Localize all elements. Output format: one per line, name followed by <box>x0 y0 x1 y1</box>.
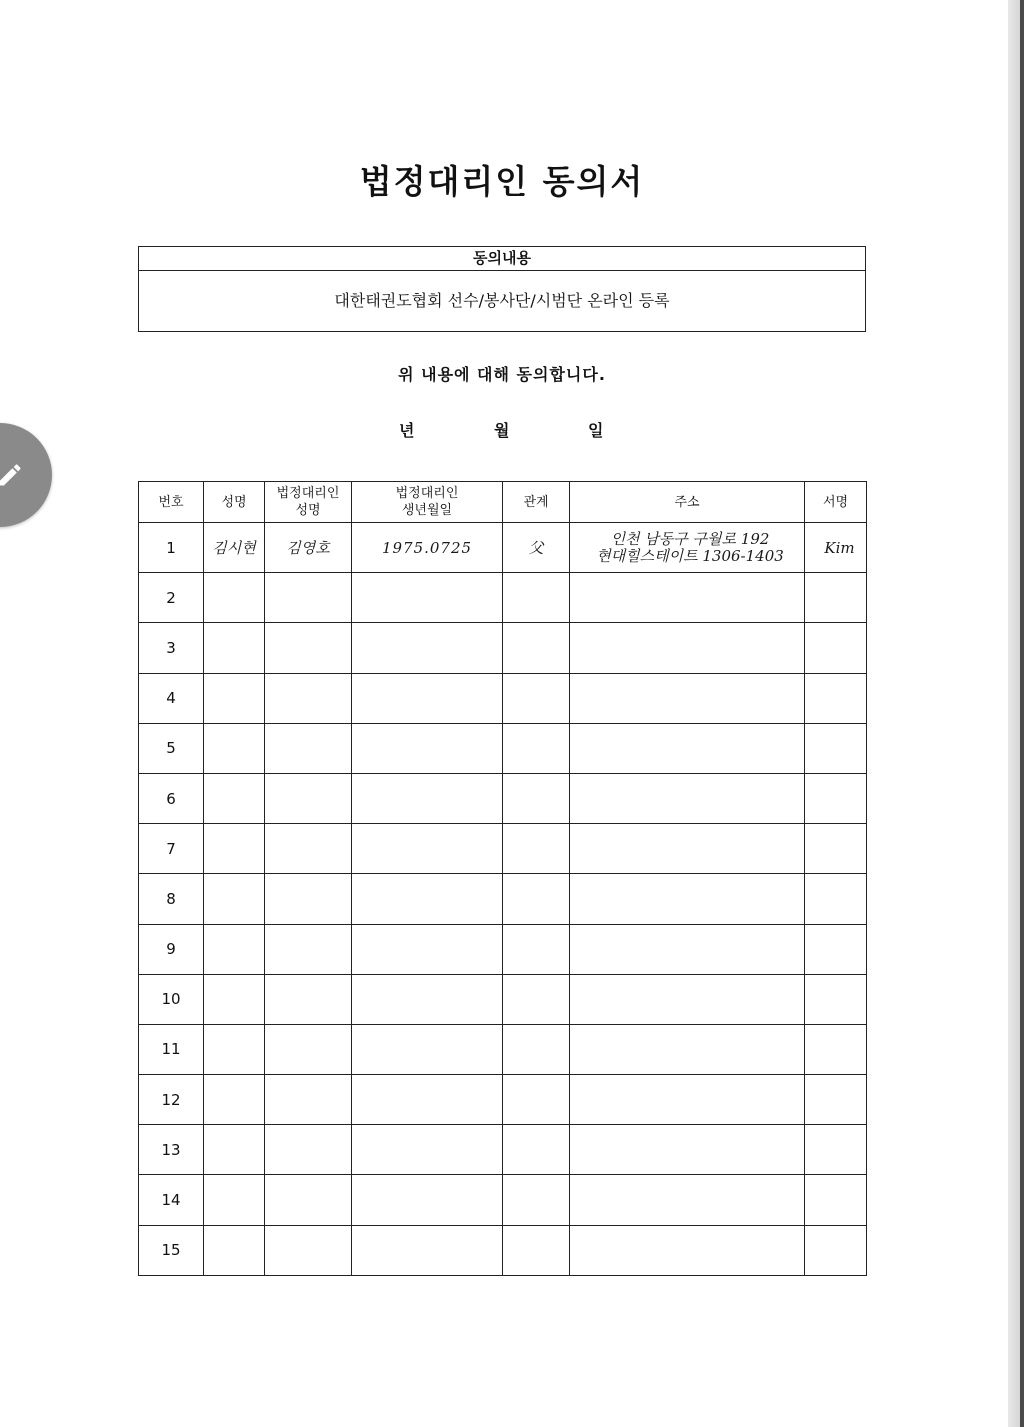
cell-guardian-birth <box>352 773 503 823</box>
cell-relation <box>503 573 570 623</box>
cell-address <box>570 1125 805 1175</box>
agreement-statement: 위 내용에 대해 동의합니다. <box>398 365 606 384</box>
cell-guardian-birth <box>352 874 503 924</box>
cell-guardian-name <box>265 623 352 673</box>
cell-guardian-birth <box>352 1125 503 1175</box>
cell-relation <box>503 974 570 1024</box>
cell-address <box>570 1024 805 1074</box>
cell-name <box>204 673 265 723</box>
row-number: 4 <box>139 673 204 723</box>
cell-signature <box>805 1024 867 1074</box>
table-header-row <box>139 482 867 523</box>
pencil-icon <box>0 461 24 489</box>
cell-name <box>204 1225 265 1275</box>
cell-signature <box>805 773 867 823</box>
cell-address <box>570 874 805 924</box>
table-row <box>139 573 867 623</box>
table-row <box>139 1175 867 1225</box>
cell-relation <box>503 673 570 723</box>
cell-guardian-birth <box>352 1075 503 1125</box>
handwritten-relation: 父 <box>503 523 570 573</box>
row-number: 10 <box>139 974 204 1024</box>
cell-address <box>570 773 805 823</box>
cell-address <box>570 573 805 623</box>
handwritten-name: 김시현 <box>204 523 265 573</box>
header-guardian-birth-line2: 생년월일 <box>401 503 453 518</box>
table-row <box>139 1225 867 1275</box>
cell-name <box>204 824 265 874</box>
cell-address <box>570 824 805 874</box>
cell-guardian-name <box>265 773 352 823</box>
cell-guardian-name <box>265 924 352 974</box>
cell-name <box>204 974 265 1024</box>
consent-box <box>138 246 866 332</box>
date-year-label: 년 <box>399 421 415 440</box>
cell-name <box>204 773 265 823</box>
cell-guardian-name <box>265 1125 352 1175</box>
cell-signature <box>805 1225 867 1275</box>
handwritten-address-line2: 현대힐스테이트 1306-1403 <box>596 546 784 565</box>
cell-name <box>204 1125 265 1175</box>
row-number: 1 <box>139 523 204 573</box>
cell-relation <box>503 1225 570 1275</box>
cell-relation <box>503 723 570 773</box>
cell-relation <box>503 824 570 874</box>
cell-signature <box>805 974 867 1024</box>
header-guardian-birth-line1: 법정대리인 <box>395 486 459 501</box>
row-number: 9 <box>139 924 204 974</box>
cell-address <box>570 673 805 723</box>
cell-guardian-name <box>265 1225 352 1275</box>
cell-guardian-name <box>265 1075 352 1125</box>
handwritten-signature: Kim <box>805 523 867 573</box>
row-number: 14 <box>139 1175 204 1225</box>
cell-address <box>570 974 805 1024</box>
document-title: 법정대리인 동의서 <box>359 162 645 201</box>
handwritten-guardian-birth: 1975.0725 <box>352 523 503 573</box>
cell-guardian-name <box>265 573 352 623</box>
row-number: 3 <box>139 623 204 673</box>
cell-name <box>204 1175 265 1225</box>
cell-relation <box>503 1125 570 1175</box>
table-row <box>139 523 867 573</box>
cell-guardian-birth <box>352 1175 503 1225</box>
handwritten-address-line1: 인천 남동구 구월로 192 <box>610 529 770 548</box>
cell-guardian-birth <box>352 673 503 723</box>
cell-signature <box>805 723 867 773</box>
cell-signature <box>805 824 867 874</box>
handwritten-address <box>570 523 805 573</box>
cell-guardian-birth <box>352 623 503 673</box>
cell-guardian-name <box>265 1024 352 1074</box>
table-row <box>139 723 867 773</box>
cell-guardian-name <box>265 723 352 773</box>
consent-body: 대한태권도협회 선수/봉사단/시범단 온라인 등록 <box>334 291 670 310</box>
cell-signature <box>805 1175 867 1225</box>
cell-name <box>204 874 265 924</box>
table-row <box>139 1125 867 1175</box>
row-number: 15 <box>139 1225 204 1275</box>
header-guardian-birth <box>352 482 503 523</box>
row-number: 13 <box>139 1125 204 1175</box>
row-number: 2 <box>139 573 204 623</box>
cell-address <box>570 924 805 974</box>
cell-guardian-name <box>265 974 352 1024</box>
table-row <box>139 773 867 823</box>
row-number: 7 <box>139 824 204 874</box>
cell-relation <box>503 874 570 924</box>
table-row <box>139 924 867 974</box>
cell-signature <box>805 623 867 673</box>
cell-name <box>204 723 265 773</box>
table-row <box>139 974 867 1024</box>
cell-address <box>570 723 805 773</box>
cell-signature <box>805 924 867 974</box>
date-month-label: 월 <box>494 421 510 440</box>
cell-guardian-name <box>265 673 352 723</box>
cell-guardian-name <box>265 874 352 924</box>
cell-guardian-birth <box>352 924 503 974</box>
header-number: 번호 <box>139 482 204 523</box>
cell-address <box>570 1175 805 1225</box>
cell-name <box>204 1075 265 1125</box>
table-row <box>139 1024 867 1074</box>
cell-address <box>570 623 805 673</box>
cell-name <box>204 623 265 673</box>
cell-guardian-birth <box>352 723 503 773</box>
cell-guardian-name <box>265 824 352 874</box>
row-number: 5 <box>139 723 204 773</box>
table-row <box>139 1075 867 1125</box>
cell-signature <box>805 673 867 723</box>
date-day-label: 일 <box>588 421 604 440</box>
cell-guardian-birth <box>352 974 503 1024</box>
cell-guardian-birth <box>352 573 503 623</box>
cell-address <box>570 1075 805 1125</box>
cell-signature <box>805 1075 867 1125</box>
header-guardian-name-line2: 성명 <box>295 503 321 518</box>
cell-name <box>204 924 265 974</box>
cell-relation <box>503 773 570 823</box>
cell-address <box>570 1225 805 1275</box>
table-row <box>139 673 867 723</box>
row-number: 12 <box>139 1075 204 1125</box>
cell-guardian-birth <box>352 1024 503 1074</box>
cell-signature <box>805 874 867 924</box>
consent-header: 동의내용 <box>139 247 865 271</box>
table-row <box>139 623 867 673</box>
cell-relation <box>503 623 570 673</box>
cell-relation <box>503 1024 570 1074</box>
header-guardian-name <box>265 482 352 523</box>
cell-guardian-birth <box>352 1225 503 1275</box>
row-number: 8 <box>139 874 204 924</box>
handwritten-guardian-name: 김영호 <box>265 523 352 573</box>
cell-signature <box>805 1125 867 1175</box>
row-number: 11 <box>139 1024 204 1074</box>
cell-guardian-name <box>265 1175 352 1225</box>
header-guardian-name-line1: 법정대리인 <box>276 486 340 501</box>
header-signature: 서명 <box>805 482 867 523</box>
row-number: 6 <box>139 773 204 823</box>
cell-relation <box>503 1175 570 1225</box>
cell-name <box>204 573 265 623</box>
cell-name <box>204 1024 265 1074</box>
table-row <box>139 824 867 874</box>
header-relation: 관계 <box>503 482 570 523</box>
cell-signature <box>805 573 867 623</box>
cell-relation <box>503 924 570 974</box>
cell-guardian-birth <box>352 824 503 874</box>
viewer-right-edge <box>1008 0 1024 1427</box>
table-row <box>139 874 867 924</box>
date-row <box>0 418 1004 442</box>
header-name: 성명 <box>204 482 265 523</box>
guardian-table <box>138 481 867 1276</box>
header-address: 주소 <box>570 482 805 523</box>
cell-relation <box>503 1075 570 1125</box>
